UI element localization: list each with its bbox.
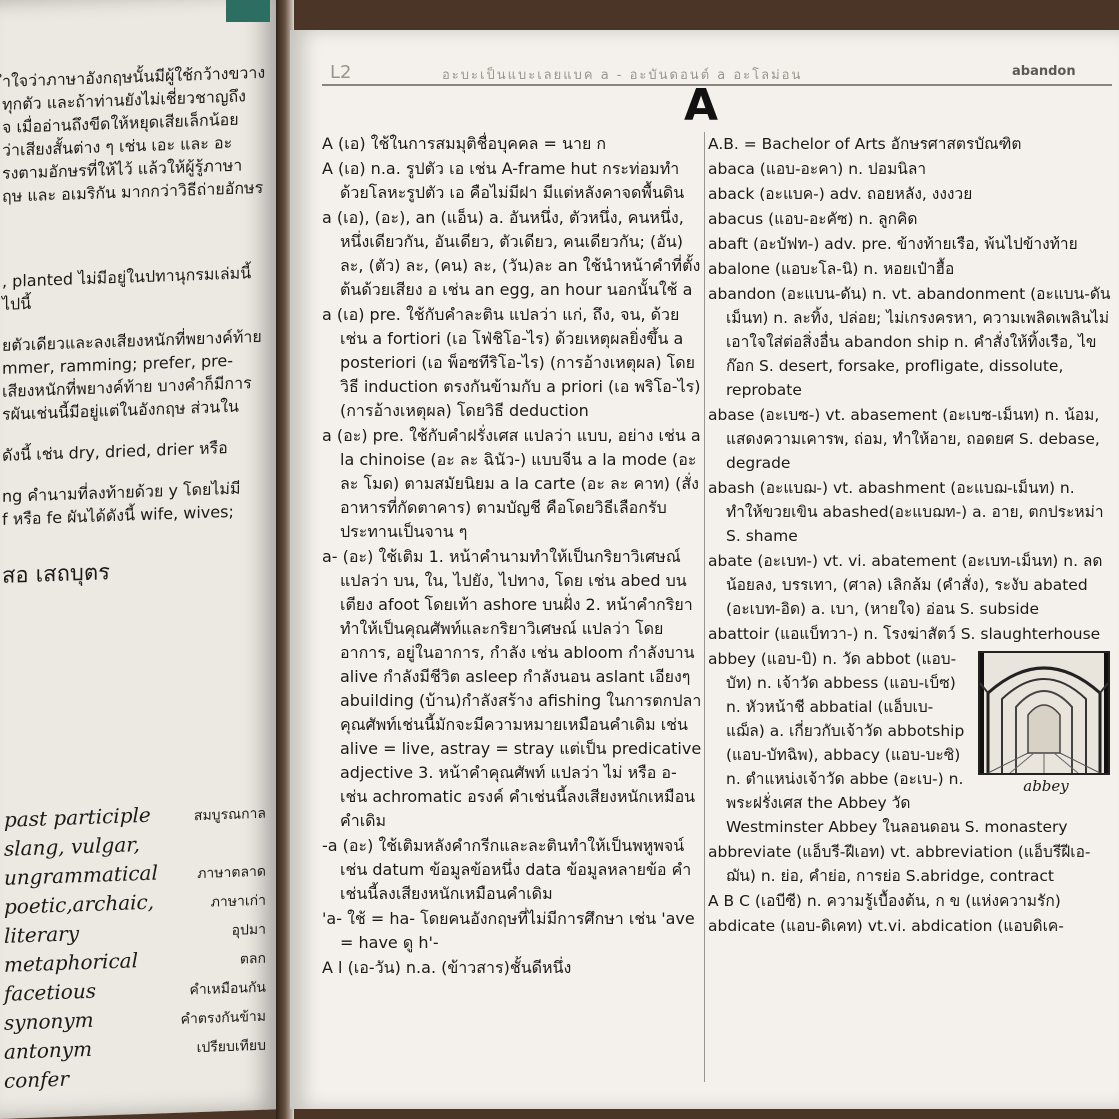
glossary-term: metaphorical [4,948,138,977]
glossary-thai: ภาษาเก่า [210,892,266,911]
dictionary-entry: abalone (แอบะโล-นิ) n. หอยเป๋าฮื้อ [708,260,955,278]
dictionary-entry: A.B. = Bachelor of Arts อักษรศาสตรบัณฑิต [708,135,1022,153]
left-line: ไปนี้ [2,293,32,314]
abbreviation-glossary [4,798,280,1098]
column-divider [704,132,705,1082]
left-line: รผันเช่นนี้มีอยู่แต่ในอังกฤษ ส่วนใน [2,396,239,424]
dictionary-column-right [708,132,1112,1092]
left-line: ng คำนามที่ลงท้ายด้วย y โดยไม่มี [2,478,241,506]
left-line: ำใจว่าภาษาอังกฤษนั้นมีผู้ใช้กว้างขวาง [2,62,266,91]
glossary-term: past participle [4,802,151,832]
abbey-entry-block [708,647,1112,839]
glossary-thai: สมบูรณกาล [193,805,266,825]
left-line: mmer, ramming; prefer, pre- [2,350,233,378]
dictionary-entry: a (เอ) pre. ใช้กับคำละติน แปลว่า แก่, ถึง, จน, ด้วย เช่น a fortiori (เอ โฟ่ชิโอ-ไร) ด้วยเหตุผลยิ่งขึ้น a posteriori (เอ พ็อซทีริโอ-ไร) (การอ้างเหตุผล) โดยวิธี induction ตรงกันข้ามกับ a priori (เอ พริโอ-ไร) (การอ้างเหตุผล) โดยวิธี deduction [322,305,701,420]
dictionary-entry: abaca (แอบ-อะคา) n. ปอมนิลา [708,160,927,178]
dictionary-entry: aback (อะแบค-) adv. ถอยหลัง, งงงวย [708,185,973,203]
left-line: ฤษ และ อเมริกัน มากกว่าวิธีถ่ายอักษร [2,177,264,206]
book-cover-edge [226,0,270,22]
section-letter: A [684,80,719,131]
illustration-caption: abbey [1023,777,1069,795]
dictionary-column-left [322,132,702,1092]
left-line: , planted ไม่มีอยู่ในปทานุกรมเล่มนี้ [2,263,252,291]
abbey-illustration [978,651,1110,775]
dictionary-entry: abate (อะเบท-) vt. vi. abatement (อะเบท-เม็นท) n. ลดน้อยลง, บรรเทา, (ศาล) เลิกล้ม (คำสั่ง), ระงับ abated (อะเบท-อิด) a. เบา, (หายใจ) อ่อน S. subside [708,552,1103,618]
glossary-term: synonym [4,1007,94,1035]
left-line: ยตัวเดียวและลงเสียงหนักที่พยางค์ท้าย [2,326,262,355]
left-line: f หรือ fe ผันได้ดังนี้ wife, wives; [2,501,234,529]
guide-word: abandon [1012,64,1076,79]
left-line: รงตามอักษรที่ให้ไว้ แล้วให้ผู้รู้ภาษา [2,155,243,183]
glossary-term: slang, vulgar, [4,832,141,861]
dictionary-entry: abattoir (แอแบ็ทวา-) n. โรงฆ่าสัตว์ S. slaughterhouse [708,625,1101,643]
glossary-term: literary [4,921,80,948]
page-number: L2 [330,62,352,83]
left-page [0,0,282,1119]
glossary-thai: เปรียบเทียบ [196,1037,266,1057]
glossary-thai: คำตรงกันข้าม [180,1008,266,1028]
dictionary-entry: a- (อะ) ใช้เติม 1. หน้าคำนามทำให้เป็นกริยาวิเศษณ์ แปลว่า บน, ใน, ไปยัง, ไปทาง, โดย เช่น abed บนเตียง afoot โดยเท้า ashore บนฝั่ง 2. หน้าคำกริยาทำให้เป็นคุณศัพท์และกริยาวิเศษณ์ แปลว่า โดยอาการ, อยู่ในอาการ, กำลัง เช่น abloom กำลังบาน alive กำลังมีชีวิต asleep กำลังนอน aslant เอียงๆ abuilding (บ้าน)กำลังสร้าง afishing ในการตกปลา คุณศัพท์เช่นนี้มักจะมีความหมายเหมือนคำเดิม เช่น alive = live, astray = stray แต่เป็น predicative adjective 3. หน้าคำคุณศัพท์ แปลว่า ไม่ หรือ อ- เช่น achromatic อรงค์ คำเช่นนี้ลงเสียงหนักเหมือนคำเดิม [322,547,702,830]
dictionary-entry: A (เอ) ใช้ในการสมมุติชื่อบุคคล = นาย ก [322,134,607,153]
dictionary-entry: abase (อะเบซ-) vt. abasement (อะเบซ-เม็นท) n. น้อม, แสดงความเคารพ, ถ่อม, ทำให้อาย, ถอดยศ S. debase, degrade [708,406,1100,472]
glossary-term: ungrammatical [4,860,158,890]
header-faint-text: อะบะเป็นแบะเลยแบค a - อะบันดอนต์ a อะโลม่อน [442,68,803,83]
left-page-text [0,60,282,588]
dictionary-entry: abdicate (แอบ-ดิเคท) vt.vi. abdication (แอบดิเค- [708,917,1064,935]
glossary-term: confer [4,1066,69,1093]
glossary-term: facetious [4,978,96,1006]
glossary-thai: คำเหมือนกัน [189,979,266,999]
dictionary-entry: A (เอ) n.a. รูปตัว เอ เช่น A-frame hut กระท่อมทำด้วยโลหะรูปตัว เอ คือไม่มีฝา มีแต่หลังคาจดพื้นดิน [322,159,685,202]
dictionary-entry: abbreviate (แอ็บรี-ฝีเอท) vt. abbreviation (แอ็บรีฝีเอ-ฌัน) n. ย่อ, คำย่อ, การย่อ S.abridge, contract [708,843,1091,885]
left-author-line: สอ เสถบุตร [2,560,110,589]
dictionary-entry: -a (อะ) ใช้เติมหลังคำกรีกและละตินทำให้เป็นพหูพจน์ เช่น datum ข้อมูลข้อหนึ่ง data ข้อมูลหลายข้อ คำเช่นนี้ลงเสียงหนักเหมือนคำเดิม [322,836,692,903]
left-line: ดังนี้ เช่น dry, dried, drier หรือ [2,438,228,465]
dictionary-entry: 'a- ใช้ = ha- โดยคนอังกฤษที่ไม่มีการศึกษา เช่น 'ave = have ดู h'- [322,909,695,952]
left-line: เสียงหนักที่พยางค์ท้าย บางคำก็มีการ [2,373,252,401]
glossary-thai: ตลก [239,950,266,968]
glossary-thai: ภาษาตลาด [197,863,266,883]
dictionary-entry: A B C (เอบีซี) n. ความรู้เบื้องต้น, ก ข (แห่งความรัก) [708,892,1061,910]
glossary-thai: อุปมา [231,921,266,939]
right-page [290,30,1119,1109]
dictionary-entry: A l (เอ-วัน) n.a. (ข้าวสาร)ชั้นดีหนึ่ง [322,958,572,977]
left-line: ทุกตัว และถ้าท่านยังไม่เชี่ยวชาญถึง [2,86,246,114]
left-line: ว่าเสียงสั้นต่าง ๆ เช่น เอะ และ อะ [2,132,233,160]
dictionary-entry: abash (อะแบฌ-) vt. abashment (อะแบฌ-เม็นท) n. ทำให้ขวยเขิน abashed(อะแบฌท-) a. อาย, ตกประหม่า S. shame [708,479,1104,545]
dictionary-entry: abandon (อะแบน-ดัน) n. vt. abandonment (อะแบน-ดันเม็นท) n. ละทิ้ง, ปล่อย; ไม่เกรงครหา, ความเพลิดเพลินไม่เอาใจใส่ต่อสิ่งอื่น abandon ship n. คำสั่งให้ทิ้งเรือ, ไขก๊อก S. desert, forsake, profligate, dissolute, reprobate [708,285,1111,399]
glossary-term: poetic,archaic, [4,889,155,919]
dictionary-entry: abacus (แอบ-อะคัซ) n. ลูกคิด [708,210,918,228]
dictionary-entry: a (อะ) pre. ใช้กับคำฝรั่งเศส แปลว่า แบบ, อย่าง เช่น a la chinoise (อะ ละ ฉินัว-) แบบจีน a la mode (อะ ละ โมด) ตามสมัยนิยม a la carte (อะ ละ คาท) (สั่งอาหารที่กัดตาคาร) ตามบัญชี คือโดยวิธีเลือกรับประทานเป็นจาน ๆ [322,426,701,541]
dictionary-entry: abbey (แอบ-บิ) n. วัด abbot (แอบ-บัท) n. เจ้าวัด abbess (แอบ-เบ็ซ) n. หัวหน้าชี abbatial (แอ็บเบ-แฌ็ล) a. เกี่ยวกับเจ้าวัด abbotship (แอบ-บัทฉิพ), abbacy (แอบ-บะซิ) n. ตำแหน่งเจ้าวัด abbe (อะเบ-) n. พระฝรั่งเศส the Abbey วัด Westminster Abbey ในลอนดอน S. monastery [708,650,1068,836]
left-line: จ เมื่ออ่านถึงขีดให้หยุดเสียเล็กน้อย [2,109,239,137]
dictionary-entry: abaft (อะบัฟท-) adv. pre. ข้างท้ายเรือ, พ้นไปข้างท้าย [708,235,1078,253]
dictionary-entry: a (เอ), (อะ), an (แอ็น) a. อันหนึ่ง, ตัวหนึ่ง, คนหนึ่ง, หนึ่งเดียวกัน, อันเดียว, ตัวเดียว, คนเดียวกัน; (อัน) ละ, (ตัว) ละ, (คน) ละ, (วัน)ละ an ใช้นำหน้าคำที่ตั้งต้นด้วยเสียง อ เช่น an egg, an hour นอกนั้นใช้ a [322,208,701,299]
glossary-term: antonym [4,1036,93,1064]
